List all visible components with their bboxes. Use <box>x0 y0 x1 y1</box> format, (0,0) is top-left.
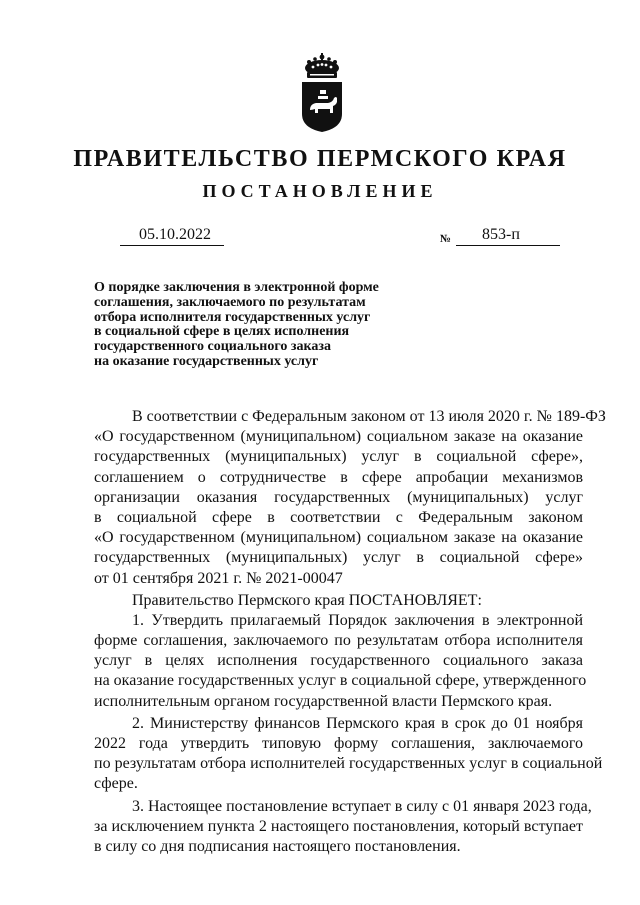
body-line: в силу со дня подписания настоящего постановления. <box>94 837 461 855</box>
body-line: 2. Министерству финансов Пермского края в срок до 01 ноября <box>132 714 583 732</box>
body-line: государственных (муниципальных) услуг в социальной сфере», <box>94 448 583 466</box>
date-underline <box>120 245 224 246</box>
body-line: форме соглашения, заключаемого по результатам отбора исполнителя <box>94 632 583 650</box>
body-line: государственных (муниципальных) услуг в социальной сфере» <box>94 549 583 567</box>
document-subject <box>94 281 454 370</box>
document-number: 853-п <box>482 226 520 243</box>
body-line: по результатам отбора исполнителей государственных услуг в социальной <box>94 755 603 773</box>
body-line: Правительство Пермского края ПОСТАНОВЛЯЕТ: <box>132 591 482 609</box>
body-line: организации оказания государственных (муниципальных) услуг <box>94 488 583 506</box>
document-date: 05.10.2022 <box>139 226 211 243</box>
body-line: от 01 сентября 2021 г. № 2021-00047 <box>94 569 343 587</box>
body-line: в социальной сфере в соответствии с Федеральным законом <box>94 508 583 526</box>
body-line: исполнительным органом государственной власти Пермского края. <box>94 692 553 710</box>
body-line: 3. Настоящее постановление вступает в силу с 01 января 2023 года, <box>132 797 592 815</box>
document-body <box>94 407 606 857</box>
body-line: В соответствии с Федеральным законом от 13 июля 2020 г. № 189-ФЗ <box>132 408 606 425</box>
body-line: «О государственном (муниципальном) социальном заказе на оказание <box>94 529 583 547</box>
date-field <box>120 226 224 246</box>
document-type: ПОСТАНОВЛЕНИЕ <box>202 181 438 201</box>
body-line: услуг в целях исполнения государственного социального заказа <box>94 652 583 670</box>
body-line: соглашением о сотрудничестве в сфере апробации механизмов <box>94 468 583 486</box>
body-line: «О государственном (муниципальном) социальном заказе на оказание <box>94 428 583 446</box>
body-line: за исключением пункта 2 настоящего постановления, который вступает <box>94 817 583 835</box>
perm-krai-coat-of-arms <box>296 52 348 134</box>
subject-line: соглашения, заключаемого по результатам <box>94 294 366 310</box>
body-line: 2022 года утвердить типовую форму соглашения, заключаемого <box>94 735 583 752</box>
number-sign: № <box>440 233 452 245</box>
subject-line: в социальной сфере в целях исполнения <box>94 324 350 340</box>
subject-line: государственного социального заказа <box>94 339 331 355</box>
number-underline <box>456 245 560 246</box>
subject-line: отбора исполнителя государственных услуг <box>94 309 371 325</box>
government-title: ПРАВИТЕЛЬСТВО ПЕРМСКОГО КРАЯ <box>73 146 567 172</box>
body-line: 1. Утвердить прилагаемый Порядок заключения в электронной <box>132 611 583 629</box>
subject-line: О порядке заключения в электронной форме <box>94 280 379 295</box>
subject-line: на оказание государственных услуг <box>94 353 319 369</box>
body-line: сфере. <box>94 775 138 793</box>
body-line: на оказание государственных услуг в социальной сфере, утвержденного <box>94 672 587 690</box>
number-field <box>456 226 560 246</box>
